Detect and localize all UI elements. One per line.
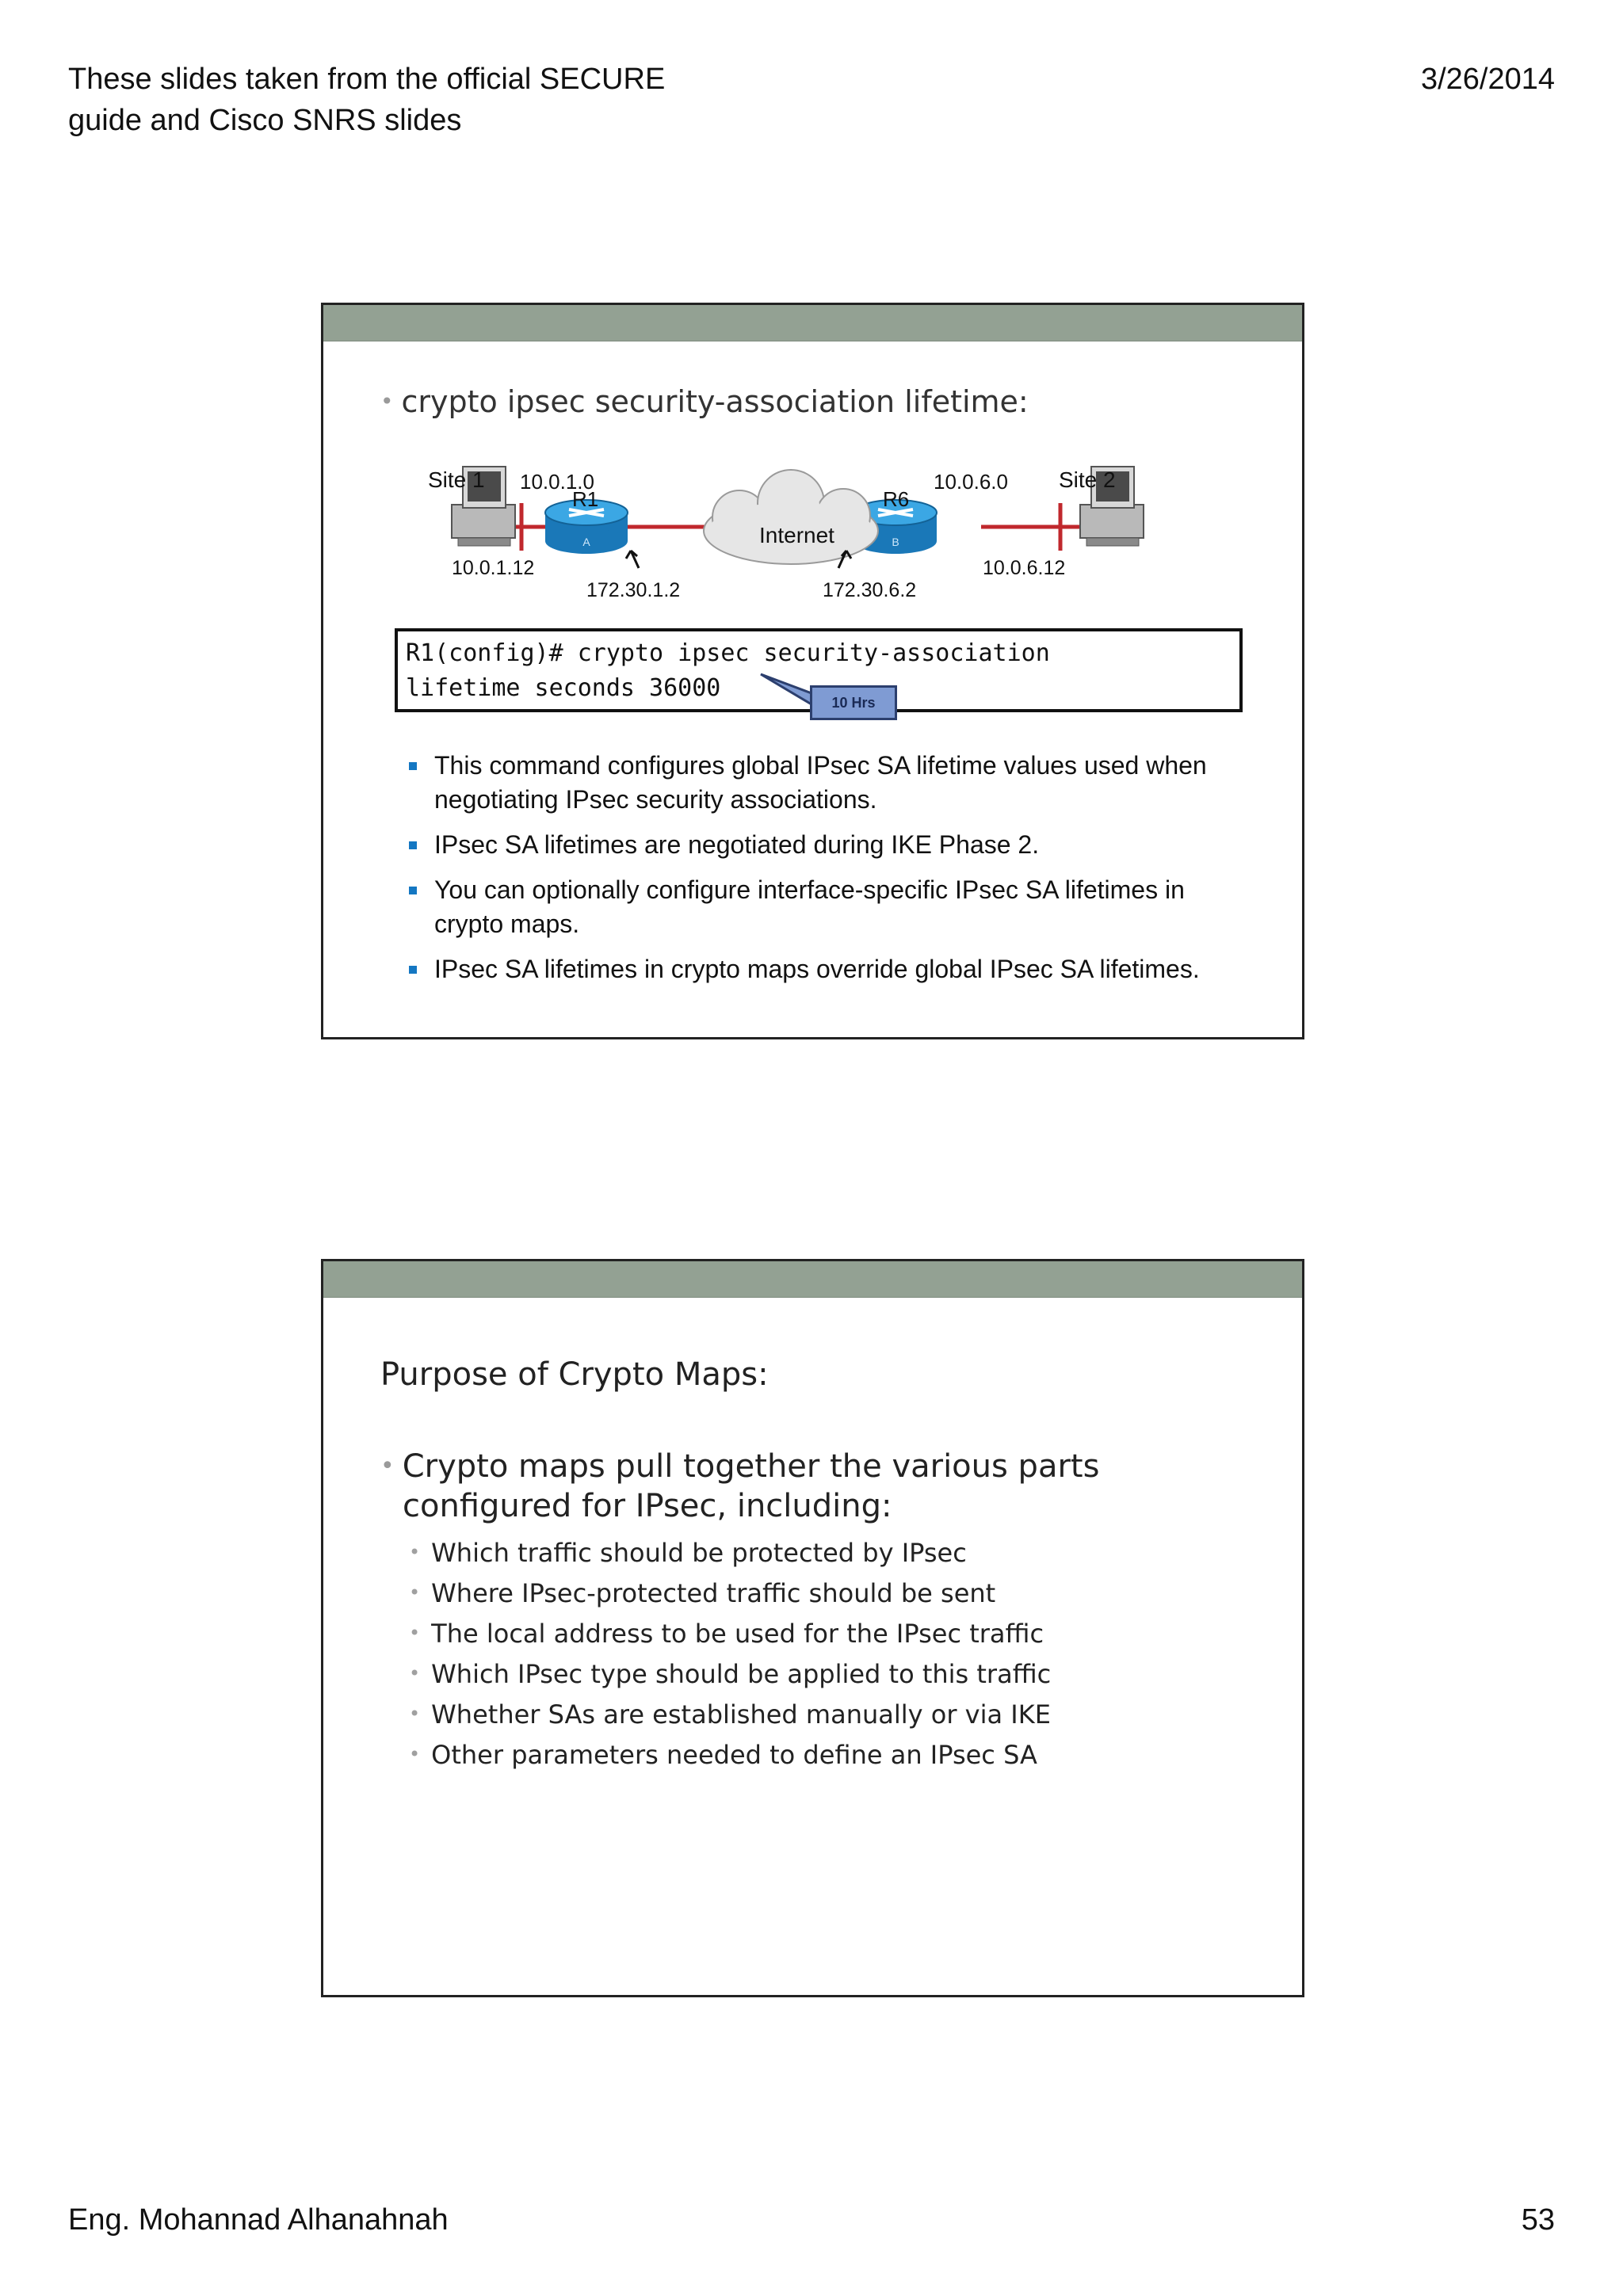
bullet-dot-icon: •	[409, 1622, 421, 1644]
command-line-2: lifetime seconds 36000	[406, 674, 721, 702]
footer-page-number: 53	[1521, 2203, 1555, 2237]
slide1-title: • crypto ipsec security-association lifetime:	[380, 384, 1029, 419]
header-date: 3/26/2014	[1420, 63, 1555, 96]
host2-label: 10.0.6.12	[983, 557, 1066, 579]
internet-label: Internet	[759, 523, 834, 547]
list-item: • The local address to be used for the IPsec traffic	[409, 1619, 1044, 1649]
host1-label: 10.0.1.12	[452, 557, 535, 579]
list-item: You can optionally configure interface-specific IPsec SA lifetimes in crypto maps.	[409, 873, 1249, 941]
arrow-icon	[626, 551, 639, 568]
bullet-dot-icon: •	[380, 1452, 395, 1480]
bullet-dot-icon: •	[380, 388, 394, 414]
svg-text:B: B	[892, 536, 899, 548]
list-item: • Which IPsec type should be applied to this traffic	[409, 1659, 1052, 1689]
list-item: • Which traffic should be protected by IPsec	[409, 1538, 967, 1568]
network1-label: 10.0.1.0	[520, 470, 594, 494]
site2-label: Site 2	[1059, 467, 1116, 492]
slide2-heading: Purpose of Crypto Maps:	[380, 1356, 769, 1393]
square-bullet-icon	[409, 887, 417, 894]
slide-title-bar	[323, 305, 1302, 341]
list-item: IPsec SA lifetimes in crypto maps override global IPsec SA lifetimes.	[409, 952, 1249, 986]
list-item: • Where IPsec-protected traffic should be sent	[409, 1578, 996, 1608]
svg-text:A: A	[582, 536, 590, 548]
r6-outside-ip: 172.30.6.2	[823, 579, 917, 601]
square-bullet-icon	[409, 762, 417, 770]
bullet-dot-icon: •	[409, 1581, 421, 1604]
lifetime-callout: 10 Hrs	[810, 685, 897, 720]
site1-label: Site 1	[428, 467, 485, 492]
square-bullet-icon	[409, 966, 417, 974]
bullet-dot-icon: •	[409, 1703, 421, 1725]
list-item: • Whether SAs are established manually or via IKE	[409, 1699, 1051, 1730]
footer-author: Eng. Mohannad Alhanahnah	[68, 2203, 449, 2237]
list-item: IPsec SA lifetimes are negotiated during IKE Phase 2.	[409, 828, 1249, 862]
slide-crypto-maps	[321, 1259, 1304, 1997]
network2-label: 10.0.6.0	[934, 470, 1008, 494]
router1-label: R1	[572, 487, 599, 511]
header-line-2: guide and Cisco SNRS slides	[68, 104, 462, 137]
bullet-dot-icon: •	[409, 1662, 421, 1684]
slide1-bullet-list	[409, 749, 1249, 997]
slide2-sub-bullet-list	[409, 1532, 1051, 1775]
square-bullet-icon	[409, 841, 417, 849]
command-line-1: R1(config)# crypto ipsec security-association	[406, 639, 1050, 667]
router2-label: R6	[883, 487, 910, 511]
network-topology-diagram	[379, 440, 1251, 622]
r1-outside-ip: 172.30.1.2	[586, 579, 681, 601]
bullet-dot-icon: •	[409, 1743, 421, 1765]
slide-title-bar	[323, 1261, 1302, 1298]
bullet-dot-icon: •	[409, 1541, 421, 1563]
header-line-1: These slides taken from the official SECURE	[68, 63, 666, 96]
slide-sa-lifetime	[321, 303, 1304, 1039]
page-header-source	[68, 59, 665, 141]
slide2-main-bullet: • Crypto maps pull together the various parts configured for IPsec, including:	[380, 1448, 1100, 1524]
list-item: This command configures global IPsec SA lifetime values used when negotiating IPsec security associations.	[409, 749, 1249, 817]
list-item: • Other parameters needed to define an IPsec SA	[409, 1740, 1037, 1770]
internet-cloud-icon	[704, 470, 878, 564]
